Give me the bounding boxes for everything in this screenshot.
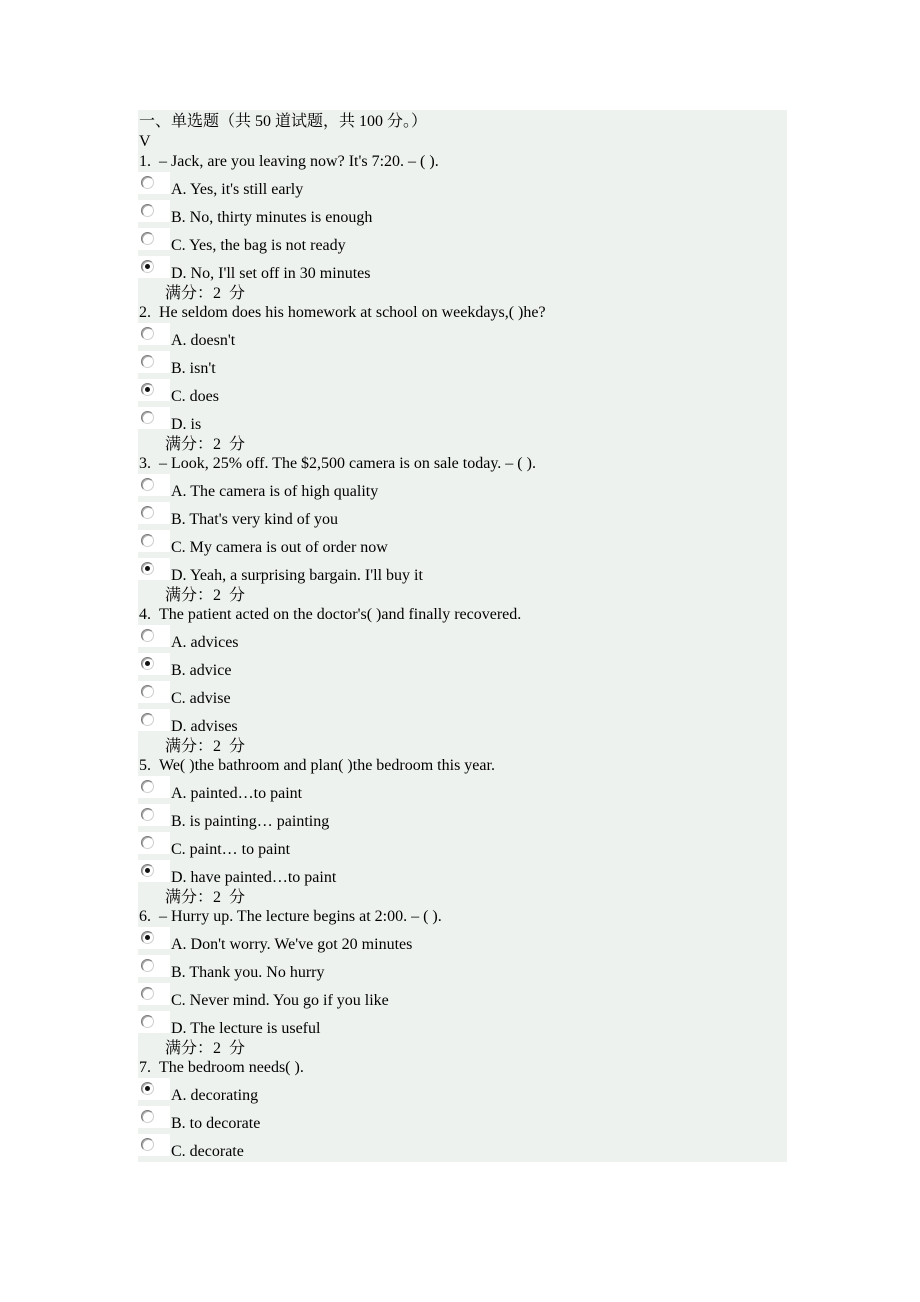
- option-label: D. No, I'll set off in 30 minutes: [171, 265, 371, 282]
- radio-circle-icon: [141, 411, 154, 424]
- score-label: 满分：2 分: [165, 285, 246, 302]
- option-label: D. Yeah, a surprising bargain. I'll buy it: [171, 567, 423, 584]
- option-label: A. Don't worry. We've got 20 minutes: [171, 936, 413, 953]
- radio-button[interactable]: [138, 983, 170, 1005]
- question-4: [139, 605, 787, 756]
- radio-circle-icon: [141, 1015, 154, 1028]
- question-text: – Look, 25% off. The $2,500 camera is on sale today. – ( ).: [159, 455, 536, 472]
- question-line: [139, 756, 787, 776]
- radio-circle-icon: [141, 204, 154, 217]
- radio-circle-icon: [141, 1082, 154, 1095]
- question-number: 5.: [139, 757, 151, 774]
- radio-button[interactable]: [138, 407, 170, 429]
- radio-circle-icon: [141, 260, 154, 273]
- score-label: 满分：2 分: [165, 587, 246, 604]
- option-row: [139, 474, 787, 502]
- question-number: 2.: [139, 304, 151, 321]
- option-row: [139, 653, 787, 681]
- option-row: [139, 860, 787, 888]
- option-label: B. Thank you. No hurry: [171, 964, 325, 981]
- option-label: C. does: [171, 388, 219, 405]
- option-row: [139, 955, 787, 983]
- option-row: [139, 776, 787, 804]
- question-number: 6.: [139, 908, 151, 925]
- option-row: [139, 256, 787, 284]
- radio-circle-icon: [141, 327, 154, 340]
- option-label: C. decorate: [171, 1143, 244, 1160]
- option-label: C. paint… to paint: [171, 841, 291, 858]
- radio-button[interactable]: [138, 832, 170, 854]
- radio-button[interactable]: [138, 1106, 170, 1128]
- radio-button[interactable]: [138, 804, 170, 826]
- question-text: The bedroom needs( ).: [159, 1059, 304, 1076]
- option-label: B. advice: [171, 662, 232, 679]
- score-label: 满分：2 分: [165, 889, 246, 906]
- option-label: B. No, thirty minutes is enough: [171, 209, 373, 226]
- radio-circle-icon: [141, 232, 154, 245]
- radio-button[interactable]: [138, 860, 170, 882]
- score-label: 满分：2 分: [165, 1040, 246, 1057]
- radio-button[interactable]: [138, 927, 170, 949]
- option-label: A. Yes, it's still early: [171, 181, 304, 198]
- option-label: D. advises: [171, 718, 238, 735]
- radio-button[interactable]: [138, 200, 170, 222]
- question-text: He seldom does his homework at school on weekdays,( )he?: [159, 304, 546, 321]
- radio-button[interactable]: [138, 474, 170, 496]
- radio-circle-icon: [141, 562, 154, 575]
- radio-circle-icon: [141, 959, 154, 972]
- radio-button[interactable]: [138, 558, 170, 580]
- radio-button[interactable]: [138, 653, 170, 675]
- radio-button[interactable]: [138, 1011, 170, 1033]
- option-row: [139, 407, 787, 435]
- question-line: [139, 152, 787, 172]
- option-label: C. Never mind. You go if you like: [171, 992, 389, 1009]
- question-line: [139, 605, 787, 625]
- option-row: [139, 323, 787, 351]
- question-line: [139, 1058, 787, 1078]
- radio-button[interactable]: [138, 379, 170, 401]
- question-line: [139, 454, 787, 474]
- radio-circle-icon: [141, 836, 154, 849]
- option-label: B. is painting… painting: [171, 813, 330, 830]
- option-row: [139, 1078, 787, 1106]
- radio-button[interactable]: [138, 776, 170, 798]
- option-label: C. Yes, the bag is not ready: [171, 237, 346, 254]
- option-row: [139, 351, 787, 379]
- question-line: [139, 303, 787, 323]
- option-label: D. is: [171, 416, 202, 433]
- radio-circle-icon: [141, 1138, 154, 1151]
- option-row: [139, 1134, 787, 1162]
- option-row: [139, 625, 787, 653]
- radio-button[interactable]: [138, 955, 170, 977]
- section-marker: V: [139, 133, 151, 150]
- radio-button[interactable]: [138, 351, 170, 373]
- option-row: [139, 558, 787, 586]
- option-row: [139, 709, 787, 737]
- radio-circle-icon: [141, 864, 154, 877]
- radio-circle-icon: [141, 383, 154, 396]
- option-label: D. have painted…to paint: [171, 869, 337, 886]
- radio-button[interactable]: [138, 1134, 170, 1156]
- quiz-panel: [138, 110, 787, 1162]
- option-row: [139, 983, 787, 1011]
- option-row: [139, 502, 787, 530]
- radio-button[interactable]: [138, 1078, 170, 1100]
- radio-circle-icon: [141, 780, 154, 793]
- question-line: [139, 907, 787, 927]
- question-number: 3.: [139, 455, 151, 472]
- radio-circle-icon: [141, 713, 154, 726]
- radio-button[interactable]: [138, 625, 170, 647]
- question-6: [139, 907, 787, 1058]
- option-label: A. doesn't: [171, 332, 236, 349]
- radio-circle-icon: [141, 176, 154, 189]
- option-label: C. My camera is out of order now: [171, 539, 388, 556]
- radio-circle-icon: [141, 355, 154, 368]
- option-row: [139, 200, 787, 228]
- option-row: [139, 530, 787, 558]
- option-row: [139, 379, 787, 407]
- radio-circle-icon: [141, 808, 154, 821]
- option-row: [139, 172, 787, 200]
- option-label: B. isn't: [171, 360, 216, 377]
- question-5: [139, 756, 787, 907]
- radio-circle-icon: [141, 657, 154, 670]
- option-row: [139, 1011, 787, 1039]
- radio-button[interactable]: [138, 530, 170, 552]
- question-3: [139, 454, 787, 605]
- radio-circle-icon: [141, 506, 154, 519]
- option-label: A. painted…to paint: [171, 785, 303, 802]
- radio-button[interactable]: [138, 709, 170, 731]
- option-label: A. The camera is of high quality: [171, 483, 379, 500]
- radio-button[interactable]: [138, 256, 170, 278]
- radio-button[interactable]: [138, 172, 170, 194]
- question-1: [139, 152, 787, 303]
- question-7: [139, 1058, 787, 1162]
- radio-button[interactable]: [138, 502, 170, 524]
- question-text: The patient acted on the doctor's( )and finally recovered.: [159, 606, 522, 623]
- radio-circle-icon: [141, 1110, 154, 1123]
- question-number: 4.: [139, 606, 151, 623]
- question-text: – Hurry up. The lecture begins at 2:00. – ( ).: [159, 908, 442, 925]
- score-label: 满分：2 分: [165, 738, 246, 755]
- option-row: [139, 681, 787, 709]
- question-text: We( )the bathroom and plan( )the bedroom this year.: [159, 757, 495, 774]
- radio-circle-icon: [141, 987, 154, 1000]
- option-label: A. decorating: [171, 1087, 259, 1104]
- radio-circle-icon: [141, 478, 154, 491]
- radio-circle-icon: [141, 685, 154, 698]
- radio-button[interactable]: [138, 228, 170, 250]
- option-row: [139, 804, 787, 832]
- question-2: [139, 303, 787, 454]
- radio-button[interactable]: [138, 323, 170, 345]
- section-title: 一、单选题（共 50 道试题，共 100 分。）: [139, 113, 428, 130]
- option-label: C. advise: [171, 690, 231, 707]
- option-label: B. to decorate: [171, 1115, 261, 1132]
- question-text: – Jack, are you leaving now? It's 7:20. – ( ).: [159, 153, 439, 170]
- question-number: 7.: [139, 1059, 151, 1076]
- option-label: B. That's very kind of you: [171, 511, 339, 528]
- radio-circle-icon: [141, 534, 154, 547]
- option-row: [139, 228, 787, 256]
- radio-button[interactable]: [138, 681, 170, 703]
- radio-circle-icon: [141, 629, 154, 642]
- score-label: 满分：2 分: [165, 436, 246, 453]
- option-row: [139, 832, 787, 860]
- option-label: A. advices: [171, 634, 239, 651]
- radio-circle-icon: [141, 931, 154, 944]
- question-number: 1.: [139, 153, 151, 170]
- option-row: [139, 927, 787, 955]
- option-label: D. The lecture is useful: [171, 1020, 321, 1037]
- option-row: [139, 1106, 787, 1134]
